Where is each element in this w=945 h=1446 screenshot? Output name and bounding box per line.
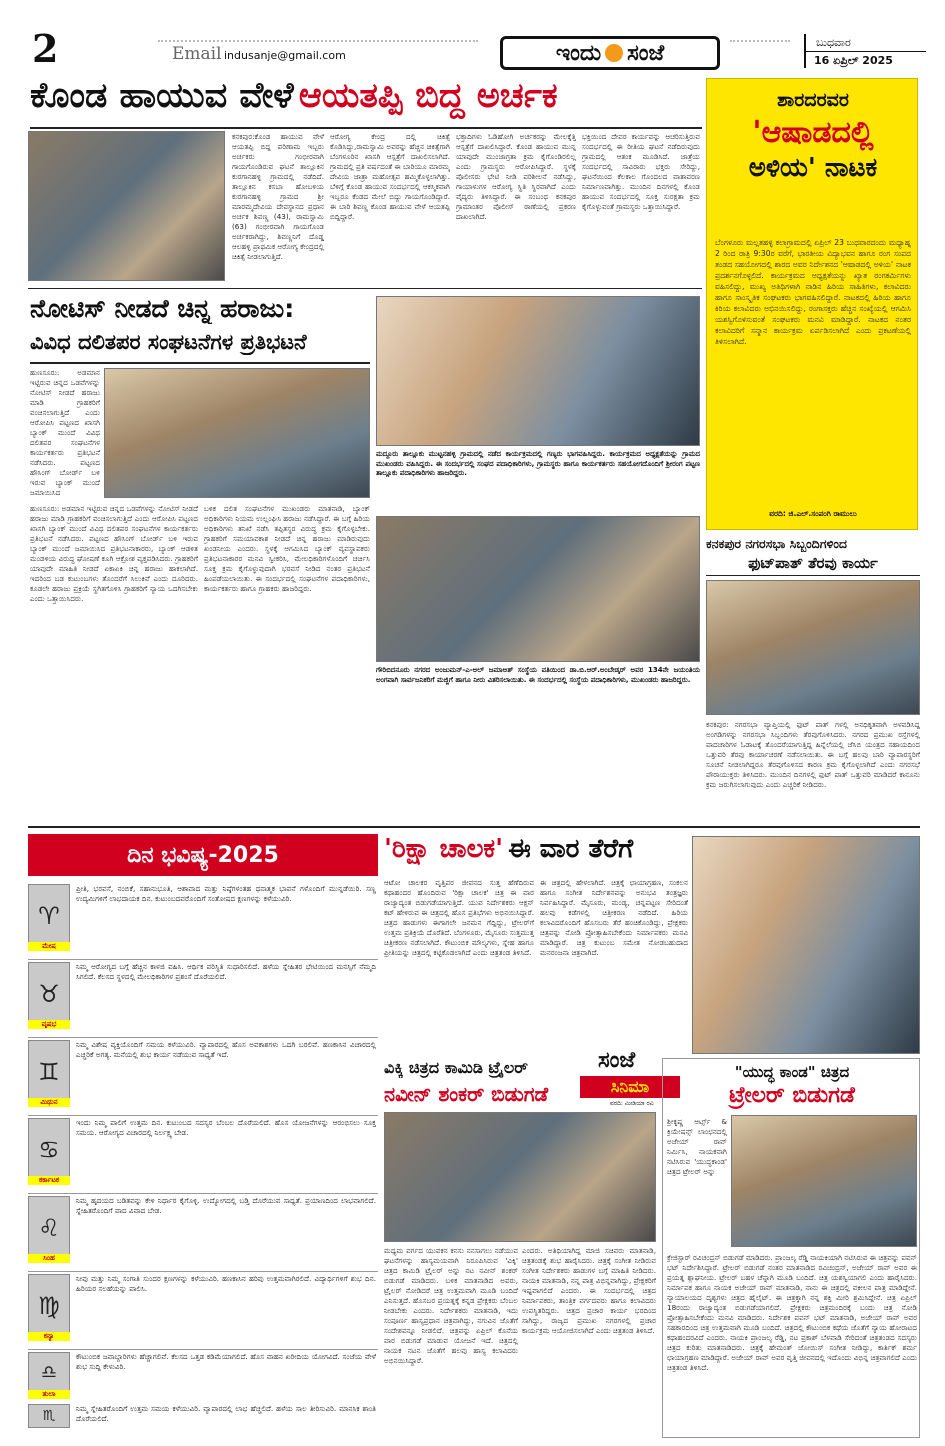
libra-icon: ♎ (28, 1352, 70, 1392)
leo-icon: ♌ (28, 1196, 70, 1260)
lead-photo (28, 131, 225, 281)
yuddha-headline-1: "ಯುದ್ಧ ಕಾಂಡ" ಚಿತ್ರದ (734, 1063, 850, 1081)
drama-line-1: ಶಾರದರವರ (777, 89, 849, 111)
virgo-icon: ♍ (28, 1274, 70, 1338)
event-photo-1 (376, 296, 700, 446)
sign-forecast: ನಿಮ್ಮ ಹೃದಯದ ಬಡಿತವನ್ನು ಕೇಳಿ ನಿರ್ಧಾರ ಕೈಗೊಳ್ಳಿ. ಉದ್ಯೋಗದಲ್ಲಿ ಬಡ್ತಿ ದೊರೆಯುವ ಸಾಧ್ಯತೆ. ಪ್ರಯಾಣದಿಂದ ಲಾಭವಾಗಲಿದೆ. ಸ್ನೇಹಿತರೊಂದಿಗೆ ವಾದ ವಿವಾದ ಬೇಡ. (76, 1196, 376, 1216)
sign-forecast: ನಿಮ್ಮ ಆರೋಗ್ಯದ ಬಗ್ಗೆ ಹೆಚ್ಚಿನ ಕಾಳಜಿ ವಹಿಸಿ. ಆರ್ಥಿಕ ಪರಿಸ್ಥಿತಿ ಸುಧಾರಿಸಲಿದೆ. ಹಳೆಯ ಸ್ನೇಹಿತರ ಭೇಟಿಯಿಂದ ಮನಸ್ಸಿಗೆ ನೆಮ್ಮದಿ ಸಿಗಲಿದೆ. ಕೆಲಸದ ಸ್ಥಳದಲ್ಲಿ ಮೇಲಧಿಕಾರಿಗಳ ಪ್ರಶಂಸೆ ದೊರೆಯಲಿದೆ. (76, 962, 376, 982)
sign-name: ವೃಷಭ (28, 1020, 70, 1029)
horoscope-row-kanya (28, 1272, 378, 1350)
sign-name: ಮಿಥುನ (28, 1098, 70, 1107)
sign-name: ಕನ್ಯಾ (28, 1332, 70, 1341)
date-rule (806, 51, 926, 52)
paper-name-right: ಸಂಜೆ (627, 40, 665, 66)
scorpio-icon: ♏ (28, 1404, 70, 1428)
footpath-headline-1: ಕನಕಪುರ ನಗರಸಭಾ ಸಿಬ್ಬಂದಿಗಳಿಂದ (706, 536, 847, 551)
horoscope-title-bar (28, 834, 378, 876)
drama-line-3: ಅಳಿಯ' ನಾಟಕ (748, 153, 878, 183)
sign-forecast: ನಿಮ್ಮ ಸ್ನೇಹಿತರೊಂದಿಗೆ ಉತ್ತಮ ಸಮಯ ಕಳೆಯುವಿರಿ. ವ್ಯಾಪಾರದಲ್ಲಿ ಲಾಭ ಹೆಚ್ಚಲಿದೆ. ಹಳೆಯ ಸಾಲ ತೀರಿಸುವಿರಿ. ಮಾನಸಿಕ ಶಾಂತಿ ದೊರೆಯಲಿದೆ. (76, 1404, 376, 1424)
protest-intro: ಹುಣಸೂರು: ಅಡಮಾನ ಇಟ್ಟಿರುವ ಚಿನ್ನದ ಒಡವೆಗಳನ್ನು ನೋಟಿಸ್ ನೀಡದೆ ಹರಾಜು ಮಾಡಿ ಗ್ರಾಹಕರಿಗೆ ವಂಚಿಸಲಾಗುತ್ತಿದೆ ಎಂದು ಆರೋಪಿಸಿ ಪಟ್ಟಣದ ಖಾಸಗಿ ಬ್ಯಾಂಕ್ ಮುಂದೆ ವಿವಿಧ ದಲಿತಪರ ಸಂಘಟನೆಗಳ ಕಾರ್ಯಕರ್ತರು ಪ್ರತಿಭಟನೆ ನಡೆಸಿದರು. ಪಟ್ಟಣದ ಹೌಸಿಂಗ್ ಬೋರ್ಡ್ ಬಳಿ ಇರುವ ಬ್ಯಾಂಕ್ ಮುಂದೆ ಜಮಾಯಿಸಿದ (30, 368, 100, 497)
footpath-headline-rule (706, 575, 920, 576)
horoscope-row-vrishabha (28, 960, 378, 1038)
issue-date: 16 ಏಪ್ರಿಲ್ 2025 (814, 54, 893, 67)
lead-headline-rule (30, 127, 702, 129)
lead-column-4: ಭಕ್ತಿಯಿಂದ ದೇವರ ಕಾರ್ಯವನ್ನು ಆಚರಿಸುತ್ತಿರುವ ಸಂದರ್ಭದಲ್ಲಿ ಈ ರೀತಿಯ ಘಟನೆ ನಡೆದಿರುವುದು ಗ್ರಾಮದಲ್ಲಿ ಆತಂಕ ಮೂಡಿಸಿದೆ. ಜಾತ್ರೆಯ ಸಂದರ್ಭದಲ್ಲಿ ಸಾವಿರಾರು ಭಕ್ತರು ಸೇರಿದ್ದು, ಘಟನೆಯಿಂದ ಕೆಲಕಾಲ ಗೊಂದಲದ ವಾತಾವರಣ ನಿರ್ಮಾಣವಾಗಿತ್ತು. ಮುಂದಿನ ದಿನಗಳಲ್ಲಿ ಕೊಂಡ ಹಾಯುವ ಸಂದರ್ಭದಲ್ಲಿ ಸೂಕ್ತ ಸುರಕ್ಷತಾ ಕ್ರಮ ಕೈಗೊಳ್ಳುವಂತೆ ಗ್ರಾಮಸ್ಥರು ಒತ್ತಾಯಿಸಿದ್ದಾರೆ. (582, 132, 700, 211)
email-label: Email (172, 44, 222, 64)
footpath-photo (706, 580, 920, 715)
lead-headline (30, 76, 700, 128)
drama-box (706, 78, 918, 530)
paper-logo (500, 36, 720, 70)
rickshaw-headline-red: 'ರಿಕ್ಷಾ ಚಾಲಕ' (384, 834, 504, 864)
lead-column-3: ಭಕ್ತಾದಿಗಳು ಓಡಿಹೋಗಿ ಅರ್ಚಕರನ್ನು ಮೇಲಕ್ಕೆತ್ತಿ ಆಸ್ಪತ್ರೆಗೆ ದಾಖಲಿಸಿದ್ದಾರೆ. ಕೊಂಡ ಹಾಯುವ ಮುನ್ನ ಯಾವುದೇ ಮುಂಜಾಗ್ರತಾ ಕ್ರಮ ಕೈಗೊಂಡಿರಲಿಲ್ಲ ಎಂದು ಗ್ರಾಮಸ್ಥರು ಆರೋಪಿಸಿದ್ದಾರೆ. ಸ್ಥಳಕ್ಕೆ ಪೊಲೀಸರು ಭೇಟಿ ನೀಡಿ ಪರಿಶೀಲನೆ ನಡೆಸಿದ್ದು, ಗಾಯಾಳುಗಳ ಆರೋಗ್ಯ ಸ್ಥಿತಿ ಸ್ಥಿರವಾಗಿದೆ ಎಂದು ವೈದ್ಯರು ತಿಳಿಸಿದ್ದಾರೆ. ಈ ಸಂಬಂಧ ಕನಕಪುರ ಗ್ರಾಮಾಂತರ ಪೊಲೀಸ್ ಠಾಣೆಯಲ್ಲಿ ಪ್ರಕರಣ ದಾಖಲಾಗಿದೆ. (456, 132, 576, 221)
sun-icon (605, 44, 623, 62)
paper-name-left: ಇಂದು (555, 40, 602, 66)
rickshaw-film-still (692, 836, 920, 1054)
lead-column-1: ಕನಕಪುರ:ಕೊಂಡ ಹಾಯುವ ವೇಳೆ ಆಯತಪ್ಪಿ ಬಿದ್ದ ಪರಿಣಾಮ ಇಬ್ಬರು ಅರ್ಚಕರು ಗಂಭೀರವಾಗಿ ಗಾಯಗೊಂಡಿರುವ ಘಟನೆ ತಾಲ್ಲೂಕಿನ ಕುರಗಾನಹಳ್ಳಿ ಗ್ರಾಮದಲ್ಲಿ ನಡೆದಿದೆ. ತಾಲ್ಲೂಕಿನ ಕಸಬಾ ಹೋಬಳಿಯ ಕುರಗಾನಹಳ್ಳಿ ಗ್ರಾಮದ ಶ್ರೀ ಮಾರಮ್ಮದೇವಿಯ ದೇವಸ್ಥಾನದ ಪ್ರಧಾನ ಅರ್ಚಕ ಶಿವಣ್ಣ (43), ರಾಮಸ್ವಾಮಿ (63) ಗಂಭೀರವಾಗಿ ಗಾಯಗೊಂಡ ಅರ್ಚಕರಾಗಿದ್ದು, ಶಿವಣ್ಣನಿಗೆ ದೊಡ್ಡ ಆಲಹಳ್ಳಿ ಪ್ರಾಥಮಿಕ ಆರೋಗ್ಯ ಕೇಂದ್ರದಲ್ಲಿ ಚಿಕಿತ್ಸೆ ನೀಡಲಾಗುತ್ತಿದೆ. (232, 132, 324, 261)
event-caption-1: ಮದ್ದೂರು ತಾಲ್ಲೂಕು ಮುಟ್ಟನಹಳ್ಳಿ ಗ್ರಾಮದಲ್ಲಿ ನಡೆದ ಕಾರ್ಯಕ್ರಮದಲ್ಲಿ ಗಣ್ಯರು ಭಾಗವಹಿಸಿದ್ದರು. ಕಾರ್ಯಕ್ರಮದ ಅಧ್ಯಕ್ಷತೆಯನ್ನು ಗ್ರಾಮದ ಮುಖಂಡರು ವಹಿಸಿದ್ದರು. ಈ ಸಂದರ್ಭದಲ್ಲಿ ಸಂಘದ ಪದಾಧಿಕಾರಿಗಳು, ಗ್ರಾಮಸ್ಥರು ಹಾಗೂ ಕಾರ್ಯಕರ್ತರು ಸಹಯೋಗದೊಂದಿಗೆ ಶ್ರೀರಂಗ ಪಟ್ಟಣ ತಾಲ್ಲೂಕು ಪದಾಧಿಕಾರಿಗಳು ಹಾಜರಿದ್ದರು. (376, 450, 700, 477)
date-box (804, 34, 924, 68)
lead-headline-black: ಕೊಂಡ ಹಾಯುವ ವೇಳೆ (30, 76, 294, 116)
sign-forecast: ಇಂದು ನಿಮ್ಮ ಪಾಲಿಗೆ ಉತ್ತಮ ದಿನ. ಕುಟುಂಬದ ಸದಸ್ಯರ ಬೆಂಬಲ ದೊರೆಯಲಿದೆ. ಹೊಸ ಯೋಜನೆಗಳನ್ನು ಆರಂಭಿಸಲು ಸೂಕ್ತ ಸಮಯ. ಆರೋಗ್ಯದ ವಿಚಾರದಲ್ಲಿ ನಿರ್ಲಕ್ಷ್ಯ ಬೇಡ. (76, 1118, 376, 1138)
weekday: ಬುಧವಾರ (816, 36, 851, 49)
rickshaw-column-2: ಈ ಚಿತ್ರದಲ್ಲಿ ಹೇಳಲಾಗಿದೆ. ಚಿತ್ರಕ್ಕೆ ಛಾಯಾಗ್ರಹಣ, ಸಂಕಲನ ಹಾಗೂ ಸಂಗೀತ ನಿರ್ದೇಶನವನ್ನು ಅನುಭವಿ ತಂತ್ರಜ್ಞರು ನಿರ್ವಹಿಸಿದ್ದಾರೆ. ಮೈಸೂರು, ಮಂಡ್ಯ, ಚನ್ನಪಟ್ಟಣ ಸೇರಿದಂತೆ ಹಲವು ಕಡೆಗಳಲ್ಲಿ ಚಿತ್ರೀಕರಣ ನಡೆದಿದೆ. ಹಿರಿಯ ಕಲಾವಿದರೊಂದಿಗೆ ಹೊಸಬರು ತೆರೆ ಹಂಚಿಕೊಂಡಿದ್ದು, ಪ್ರೇಕ್ಷಕರು ಚಿತ್ರವನ್ನು ನೋಡಿ ಪ್ರೋತ್ಸಾಹಿಸಬೇಕೆಂದು ನಿರ್ಮಾಪಕರು ಮನವಿ ಮಾಡಿದ್ದಾರೆ. ಚಿತ್ರ ಕುಟುಂಬ ಸಮೇತ ನೋಡಬಹುದಾದ ಮನರಂಜನಾ ಚಿತ್ರವಾಗಿದೆ. (540, 878, 688, 957)
email-address[interactable]: indusanje@gmail.com (224, 49, 346, 62)
cinema-credit: ವರದಿ: ಮೀಡಿಯಾ ರವಿ (610, 1100, 654, 1107)
dotted-rule-right (730, 40, 790, 42)
sign-forecast: ನೀವು ಮತ್ತು ನಿಮ್ಮ ಸಂಗಾತಿ ಸುಂದರ ಕ್ಷಣಗಳನ್ನು ಕಳೆಯುವಿರಿ. ಹಣಕಾಸಿನ ಹರಿವು ಉತ್ತಮವಾಗಿರಲಿದೆ. ವಿದ್ಯಾರ್ಥಿಗಳಿಗೆ ಶುಭ ದಿನ. ಹಿರಿಯರ ಸಲಹೆಯನ್ನು ಪಾಲಿಸಿ. (76, 1274, 376, 1294)
yuddha-headline-2: ಟ್ರೇಲರ್ ಬಿಡುಗಡೆ (729, 1083, 855, 1108)
horoscope-row-simha (28, 1194, 378, 1272)
yuddha-trailer-photo (731, 1115, 917, 1247)
page-number: 2 (32, 26, 59, 71)
protest-headline-rule (30, 362, 370, 364)
sign-name: ಸಿಂಹ (28, 1254, 70, 1263)
sign-name: ಕರ್ಕಾಟಕ (28, 1176, 70, 1185)
comedy-headline-1: ವಿಕ್ಕಿ ಚಿತ್ರದ ಕಾಮಿಡಿ ಟ್ರೈಲರ್ (384, 1058, 528, 1077)
footpath-headline-2: ಫುಟ್‌ಪಾತ್ ತೆರವು ಕಾರ್ಯ (748, 554, 878, 572)
lead-column-2: ಆರೋಗ್ಯ ಕೇಂದ್ರ ದಲ್ಲಿ ಚಿಕಿತ್ಸೆ ಕೊಡಿಸಿದ್ದು,ರಾಮಸ್ವಾಮಿ ಅವರನ್ನು ಹೆಚ್ಚಿನ ಚಿಕಿತ್ಸೆಗಾಗಿ ಬೆಂಗಳೂರಿನ ಖಾಸಗಿ ಆಸ್ಪತ್ರೆಗೆ ದಾಖಲಿಸಲಾಗಿದೆ. ಗ್ರಾಮದಲ್ಲಿ ಪ್ರತಿ ವರ್ಷದಂತೆ ಈ ಬಾರಿಯೂ ಮಾರಮ್ಮ ದೇವಿಯ ಜಾತ್ರಾ ಮಹೋತ್ಸವ ಹಮ್ಮಿಕೊಳ್ಳಲಾಗಿತ್ತು. ಬೆಳಿಗ್ಗೆ ಕೊಂಡ ಹಾಯುವ ಸಂದರ್ಭದಲ್ಲಿ ಆಕಸ್ಮಿಕವಾಗಿ ಇಬ್ಬರೂ ಕೆಂಡದ ಮೇಲೆ ಬಿದ್ದು ಗಾಯಗೊಂಡಿದ್ದಾರೆ. ಈ ಬಾರಿ ಶಿವಣ್ಣ ಕೊಂಡ ಹಾಯುವ ವೇಳೆ ಆಯತಪ್ಪಿ ಬಿದ್ದಿದ್ದಾರೆ. (330, 132, 450, 221)
protest-column-1: ಹುಣಸೂರು: ಅಡಮಾನ ಇಟ್ಟಿರುವ ಚಿನ್ನದ ಒಡವೆಗಳನ್ನು ನೋಟಿಸ್ ನೀಡದೆ ಹರಾಜು ಮಾಡಿ ಗ್ರಾಹಕರಿಗೆ ವಂಚಿಸಲಾಗುತ್ತಿದೆ ಎಂದು ಆರೋಪಿಸಿ ಪಟ್ಟಣದ ಖಾಸಗಿ ಬ್ಯಾಂಕ್ ಮುಂದೆ ವಿವಿಧ ದಲಿತಪರ ಸಂಘಟನೆಗಳ ಕಾರ್ಯಕರ್ತರು ಪ್ರತಿಭಟನೆ ನಡೆಸಿದರು. ಪಟ್ಟಣದ ಹೌಸಿಂಗ್ ಬೋರ್ಡ್ ಬಳಿ ಇರುವ ಬ್ಯಾಂಕ್ ಮುಂದೆ ಜಮಾಯಿಸಿದ ಪ್ರತಿಭಟನಾಕಾರರು, ಬ್ಯಾಂಕ್ ಆಡಳಿತ ಮಂಡಳಿಯ ವಿರುದ್ಧ ಘೋಷಣೆ ಕೂಗಿ ಆಕ್ರೋಶ ವ್ಯಕ್ತಪಡಿಸಿದರು. ಗ್ರಾಹಕರಿಗೆ ಯಾವುದೇ ಮಾಹಿತಿ ನೀಡದೆ ಏಕಾಏಕಿ ಚಿನ್ನ ಹರಾಜು ಹಾಕಲಾಗಿದೆ. ಇದರಿಂದ ಬಡ ಕುಟುಂಬಗಳು ತೊಂದರೆಗೆ ಸಿಲುಕಿವೆ ಎಂದು ದೂರಿದರು. ಕೂಡಲೇ ಹರಾಜು ಪ್ರಕ್ರಿಯೆ ಸ್ಥಗಿತಗೊಳಿಸಿ ಗ್ರಾಹಕರಿಗೆ ನ್ಯಾಯ ಒದಗಿಸಬೇಕು ಎಂದು ಒತ್ತಾಯಿಸಿದರು. (30, 504, 198, 603)
masthead (0, 0, 945, 74)
gemini-icon: ♊ (28, 1040, 70, 1104)
horoscope-title: ದಿನ ಭವಿಷ್ಯ-2025 (127, 842, 279, 868)
footpath-body: ಕನಕಪುರ: ನಗರಸಭಾ ವ್ಯಾಪ್ತಿಯಲ್ಲಿ ಫುಟ್ ಪಾತ್ ಗಳಲ್ಲಿ ಅನಧಿಕೃತವಾಗಿ ಅಳವಡಿಸಿದ್ದ ಅಂಗಡಿಗಳನ್ನು ನಗರಸಭಾ ಸಿಬ್ಬಂದಿಗಳು ತೆರವುಗೊಳಿಸಿದರು. ನಗರದ ಪ್ರಮುಖ ರಸ್ತೆಗಳಲ್ಲಿ ಪಾದಚಾರಿಗಳ ಓಡಾಟಕ್ಕೆ ತೊಂದರೆಯಾಗುತ್ತಿದ್ದ ಹಿನ್ನೆಲೆಯಲ್ಲಿ ಜೆಸಿಬಿ ಯಂತ್ರದ ಸಹಾಯದಿಂದ ಒತ್ತುವರಿ ತೆರವು ಕಾರ್ಯಾಚರಣೆ ನಡೆಸಲಾಯಿತು. ಈ ಬಗ್ಗೆ ಹಲವು ಬಾರಿ ವ್ಯಾಪಾರಸ್ಥರಿಗೆ ಸೂಚನೆ ನೀಡಲಾಗಿದ್ದರೂ ತೆರವುಗೊಳಿಸದ ಕಾರಣ ಕ್ರಮ ಕೈಗೊಳ್ಳಲಾಗಿದೆ ಎಂದು ನಗರಸಭೆ ಪೌರಾಯುಕ್ತರು ತಿಳಿಸಿದರು. ಮುಂದಿನ ದಿನಗಳಲ್ಲಿ ಫುಟ್ ಪಾತ್ ಒತ್ತುವರಿ ಮಾಡಿದರೆ ಕಾನೂನು ಕ್ರಮ ಜರುಗಿಸಲಾಗುವುದು ಎಂದು ಎಚ್ಚರಿಕೆ ನೀಡಿದರು. (706, 720, 920, 789)
aries-icon: ♈ (28, 884, 70, 948)
drama-body: ಬೆಂಗಳೂರು ಮಲ್ಲತಹಳ್ಳಿ ಕಲಾಗ್ರಾಮದಲ್ಲಿ ಏಪ್ರಿಲ್ 23 ಬುಧವಾರದಂದು ಮಧ್ಯಾಹ್ನ 2 ರಿಂದ ರಾತ್ರಿ 9:30ರ ವರೆಗೆ, ಭಾರತೀಯ ವಿದ್ಯಾಭವನ ಹಾಗೂ ರಂಗ ಸಂಪದ ತಂಡದ ಸಹಯೋಗದಲ್ಲಿ ಶಾರದ ಅವರ ನಿರ್ದೇಶನದ 'ಆಷಾಡದಲ್ಲಿ ಅಳಿಯ' ನಾಟಕ ಪ್ರದರ್ಶನಗೊಳ್ಳಲಿದೆ. ಕಾರ್ಯಕ್ರಮದ ಅಧ್ಯಕ್ಷತೆಯನ್ನು ಖ್ಯಾತ ರಂಗಕರ್ಮಿಗಳು ವಹಿಸಲಿದ್ದು, ಮುಖ್ಯ ಅತಿಥಿಗಳಾಗಿ ನಾಡಿನ ಹಿರಿಯ ಸಾಹಿತಿಗಳು, ಕಲಾವಿದರು ಹಾಗೂ ಸಾಂಸ್ಕೃತಿಕ ಸಂಘಟಕರು ಭಾಗವಹಿಸಲಿದ್ದಾರೆ. ನಾಟಕದಲ್ಲಿ ಹಿರಿಯ ಹಾಗೂ ಕಿರಿಯ ಕಲಾವಿದರು ಅಭಿನಯಿಸಲಿದ್ದು, ರಂಗಾಸಕ್ತರು ಹೆಚ್ಚಿನ ಸಂಖ್ಯೆಯಲ್ಲಿ ಆಗಮಿಸಿ ಯಶಸ್ವಿಗೊಳಿಸುವಂತೆ ಸಂಘಟಕರು ಮನವಿ ಮಾಡಿದ್ದಾರೆ. ನಾಟಕದ ನಂತರ ಕಲಾವಿದರಿಗೆ ಸನ್ಮಾನ ಕಾರ್ಯಕ್ರಮ ಏರ್ಪಡಿಸಲಾಗಿದೆ ಎಂದು ಪ್ರಕಟಣೆಯಲ್ಲಿ ತಿಳಿಸಲಾಗಿದೆ. (715, 238, 911, 346)
dotted-rule-left (158, 40, 478, 42)
protest-column-2: ಬಳಿಕ ದಲಿತ ಸಂಘಟನೆಗಳ ಮುಖಂಡರು ಮಾತನಾಡಿ, ಬ್ಯಾಂಕ್ ಅಧಿಕಾರಿಗಳು ನಿಯಮ ಉಲ್ಲಂಘಿಸಿ ಹರಾಜು ನಡೆಸಿದ್ದಾರೆ. ಈ ಬಗ್ಗೆ ಹಿರಿಯ ಅಧಿಕಾರಿಗಳು ತನಿಖೆ ನಡೆಸಿ ತಪ್ಪಿತಸ್ಥರ ವಿರುದ್ಧ ಕ್ರಮ ಕೈಗೊಳ್ಳಬೇಕು. ಗ್ರಾಹಕರಿಗೆ ಸಮಯಾವಕಾಶ ನೀಡದೆ ಚಿನ್ನ ಹರಾಜು ಮಾಡಿರುವುದು ಖಂಡನೀಯ ಎಂದರು. ಸ್ಥಳಕ್ಕೆ ಆಗಮಿಸಿದ ಬ್ಯಾಂಕ್ ವ್ಯವಸ್ಥಾಪಕರು ಪ್ರತಿಭಟನಾಕಾರರ ಮನವಿ ಸ್ವೀಕರಿಸಿ, ಮೇಲಧಿಕಾರಿಗಳೊಂದಿಗೆ ಚರ್ಚಿಸಿ ಸೂಕ್ತ ಕ್ರಮ ಕೈಗೊಳ್ಳುವುದಾಗಿ ಭರವಸೆ ನೀಡಿದ ನಂತರ ಪ್ರತಿಭಟನೆ ಹಿಂಪಡೆಯಲಾಯಿತು. ಈ ಸಂದರ್ಭದಲ್ಲಿ ಸಂಘಟನೆಗಳ ಪದಾಧಿಕಾರಿಗಳು, ಕಾರ್ಯಕರ್ತರು ಹಾಗೂ ಗ್ರಾಹಕರು ಹಾಜರಿದ್ದರು. (204, 504, 370, 593)
taurus-icon: ♉ (28, 962, 70, 1026)
sign-name: ಮೇಷ (28, 942, 70, 951)
rickshaw-headline-black: ಈ ವಾರ ತೆರೆಗೆ (508, 834, 634, 864)
rickshaw-column-1: ಆಟೋ ಚಾಲಕರ ವೃತ್ತಿಪರ ಜೀವನದ ಸುತ್ತ ಹೆಣೆದಿರುವ ಕಥಾಹಂದರ ಹೊಂದಿರುವ 'ರಿಕ್ಷಾ ಚಾಲಕ' ಚಿತ್ರ ಈ ವಾರ ರಾಜ್ಯಾದ್ಯಂತ ಬಿಡುಗಡೆಯಾಗುತ್ತಿದೆ. ಯುವ ನಿರ್ದೇಶಕರು ಆಕ್ಷನ್ ಕಟ್ ಹೇಳಿರುವ ಈ ಚಿತ್ರದಲ್ಲಿ ಹೊಸ ಪ್ರತಿಭೆಗಳು ಅಭಿನಯಿಸಿದ್ದಾರೆ. ಚಿತ್ರದ ಹಾಡುಗಳು ಈಗಾಗಲೇ ಜನಮನ ಗೆದ್ದಿದ್ದು, ಟ್ರೇಲರ್‌ಗೆ ಉತ್ತಮ ಪ್ರತಿಕ್ರಿಯೆ ದೊರೆತಿದೆ. ಬೆಂಗಳೂರು, ಮೈಸೂರು ಸುತ್ತಮುತ್ತ ಚಿತ್ರೀಕರಣ ನಡೆಸಲಾಗಿದೆ. ಕೌಟುಂಬಿಕ ಮೌಲ್ಯಗಳು, ಸ್ನೇಹ ಹಾಗೂ ಪ್ರೀತಿಯನ್ನು ಚಿತ್ರದಲ್ಲಿ ಕಟ್ಟಿಕೊಡಲಾಗಿದೆ ಎಂದು ಚಿತ್ರತಂಡ ತಿಳಿಸಿದೆ. (384, 878, 534, 957)
event-caption-2: ಗೌರಿಬಿದನೂರು ನಗರದ ಅಂಜುಮನ್-ಎ-ಅಲ್ ಜಮಾಅತ್ ಸಂಸ್ಥೆಯ ವತಿಯಿಂದ ಡಾ.ಬಿ.ಆರ್.ಅಂಬೇಡ್ಕರ್ ಅವರ 134ನೇ ಜಯಂತಿಯ ಅಂಗವಾಗಿ ಸಾರ್ವಜನಿಕರಿಗೆ ಮಜ್ಜಿಗೆ ಹಾಗೂ ನೀರು ವಿತರಿಸಲಾಯಿತು. ಈ ಸಂದರ್ಭದಲ್ಲಿ ಸಂಸ್ಥೆಯ ಪದಾಧಿಕಾರಿಗಳು, ಮುಖಂಡರು ಹಾಜರಿದ್ದರು. (376, 666, 700, 684)
yuddha-body: ಕ್ರೇಜಿಸ್ಟಾರ್ ರವಿಚಂದ್ರನ್ ಬಿಡುಗಡೆ ಮಾಡಿದರು. ಪ್ರಾಂಜಲ್ಯ ರೆಡ್ಡಿ ನಾಯಕಿಯಾಗಿ ನಟಿಸಿರುವ ಈ ಚಿತ್ರವನ್ನು ಪವನ್ ಭಟ್ ನಿರ್ದೇಶಿಸಿದ್ದಾರೆ. ಟ್ರೇಲರ್ ಬಿಡುಗಡೆ ನಂತರ ಮಾತನಾಡಿದ ರವಿಚಂದ್ರನ್, ಅಜೇಯ್ ರಾವ್ ಅವರ ಈ ಪ್ರಯತ್ನ ಶ್ಲಾಘನೀಯ. ಟ್ರೇಲರ್ ಬಹಳ ಚೆನ್ನಾಗಿ ಮೂಡಿ ಬಂದಿದೆ. ಚಿತ್ರ ಯಶಸ್ವಿಯಾಗಲಿ ಎಂದು ಹಾರೈಸಿದರು. ನಿರ್ಮಾಪಕ ಹಾಗೂ ನಾಯಕ ಅಜೇಯ್ ರಾವ್ ಮಾತನಾಡಿ, ನಾನು ಈ ಚಿತ್ರದಲ್ಲಿ ವಕೀಲನ ಪಾತ್ರ ಮಾಡಿದ್ದೇನೆ. ನ್ಯಾಯಾಲಯದ ದೃಶ್ಯಗಳು ಚಿತ್ರದ ಹೈಲೈಟ್. ಈ ಚಿತ್ರಕ್ಕಾಗಿ ನನ್ನ ಶಕ್ತಿ ಮೀರಿ ಶ್ರಮಿಸಿದ್ದೇನೆ. ಚಿತ್ರ ಏಪ್ರಿಲ್ 18ರಂದು ರಾಜ್ಯಾದ್ಯಂತ ಬಿಡುಗಡೆಯಾಗಲಿದೆ. ಪ್ರೇಕ್ಷಕರು ಚಿತ್ರಮಂದಿರಕ್ಕೆ ಬಂದು ಚಿತ್ರ ನೋಡಿ ಪ್ರೋತ್ಸಾಹಿಸಬೇಕೆಂದು ಮನವಿ ಮಾಡಿದರು. ನಿರ್ದೇಶಕ ಪವನ್ ಭಟ್ ಮಾತನಾಡಿ, ಅಜೇಯ್ ರಾವ್ ಅವರ ಸಹಕಾರದಿಂದ ಚಿತ್ರ ಉತ್ತಮವಾಗಿ ಮೂಡಿ ಬಂದಿದೆ. ಚಿತ್ರದಲ್ಲಿ ಕೌಟುಂಬಿಕ ಕಥೆಯ ಜೊತೆಗೆ ನ್ಯಾಯ ಹೋರಾಟದ ಕಥಾಹಂದರವಿದೆ ಎಂದರು. ನಾಯಕಿ ಪ್ರಾಂಜಲ್ಯ ರೆಡ್ಡಿ, ನಟ ಪ್ರಕಾಶ್ ಬೆಳವಾಡಿ ಸೇರಿದಂತೆ ಚಿತ್ರತಂಡದ ಸದಸ್ಯರು ಚಿತ್ರದ ಕುರಿತು ಮಾತನಾಡಿದರು. ಚಿತ್ರಕ್ಕೆ ಹೇಮಂತ್ ಜೋಯಿಸ್ ಸಂಗೀತ ನೀಡಿದ್ದು, ಕಾರ್ತಿಕ್ ಶರ್ಮ ಛಾಯಾಗ್ರಹಣ ಮಾಡಿದ್ದಾರೆ. ಅಜೇಯ್ ರಾವ್ ಅವರ ವೃತ್ತಿ ಜೀವನದಲ್ಲಿ ಇದೊಂದು ವಿಭಿನ್ನ ಚಿತ್ರವಾಗಲಿದೆ ಎಂದು ಚಿತ್ರತಂಡ ತಿಳಿಸಿದೆ. (667, 1253, 917, 1372)
drama-line-2: 'ಆಷಾಡದಲ್ಲಿ (752, 115, 874, 150)
yuddha-side-text: ಶ್ರೀಕೃಷ್ಣ ಆರ್ಟ್ಸ್ & ಕ್ರಿಯೇಷನ್ಸ್ ಲಾಂಛನದಲ್ಲಿ ಅಜೇಯ್ ರಾವ್ ನಿರ್ಮಿಸಿ, ನಾಯಕನಾಗಿ ನಟಿಸಿರುವ 'ಯುದ್ಧಕಾಂಡ' ಚಿತ್ರದ ಟ್ರೇಲರ್ ಅನ್ನು (667, 1117, 727, 1176)
comedy-headline-2: ನವೀನ್ ಶಂಕರ್ ಬಿಡುಗಡೆ (384, 1082, 549, 1106)
protest-photo (104, 368, 370, 498)
yuddha-box (662, 1058, 920, 1438)
sign-forecast: ಪ್ರೀತಿ, ಭರವಸೆ, ನಂಬಿಕೆ, ಸಹಾನುಭೂತಿ, ಆಶಾವಾದ ಮತ್ತು ನಿಷ್ಠೆಗಳಂತಹ ಧನಾತ್ಮಕ ಭಾವನೆ ಗಳೊಂದಿಗೆ ಮುನ್ನಡೆಯಿರಿ. ಸಣ್ಣ ಉದ್ಯಮಿಗಳಿಗೆ ಲಾಭದಾಯಕ ದಿನ. ಕುಟುಂಬದವರೊಂದಿಗೆ ಸಂತೋಷದ ಕ್ಷಣಗಳನ್ನು ಕಳೆಯುವಿರಿ. (76, 884, 376, 904)
drama-byline: ವರದಿ: ಜಿ.ಎಲ್.ಸಂಪಂಗಿ ರಾಮುಲು (769, 509, 857, 518)
horoscope-row-karkataka (28, 1116, 378, 1194)
comedy-column-1: ಮಧ್ಯಮ ವರ್ಗದ ಯುವಕನ ಕನಸು ನನಸಾಗಲು ನಡೆಯುವ ಘಟನೆಗಳನ್ನು ಹಾಸ್ಯಮಯವಾಗಿ ನಿರೂಪಿಸಿರುವ 'ವಿಕ್ಕಿ' ಚಿತ್ರದ ಕಾಮಿಡಿ ಟ್ರೈಲರ್ ಅನ್ನು ನಟ ನವೀನ್ ಶಂಕರ್ ಬಿಡುಗಡೆ ಮಾಡಿದರು. ಬಳಿಕ ಮಾತನಾಡಿದ ಅವರು, ಟ್ರೈಲರ್ ನೋಡಿದರೆ ಚಿತ್ರ ಉತ್ತಮವಾಗಿ ಮೂಡಿ ಬಂದಿದೆ ಎನಿಸುತ್ತದೆ. ಹೊಸಬರ ಪ್ರಯತ್ನಕ್ಕೆ ಕನ್ನಡ ಪ್ರೇಕ್ಷಕರು ಬೆಂಬಲ ನೀಡಬೇಕು ಎಂದರು. ನಿರ್ದೇಶಕರು ಮಾತನಾಡಿ, ಇದು ಸಂಪೂರ್ಣ ಹಾಸ್ಯಪ್ರಧಾನ ಚಿತ್ರವಾಗಿದ್ದು, ನಗುವಿನ ಜೊತೆಗೆ ಸಂದೇಶವನ್ನೂ ನೀಡಲಿದೆ. ಚಿತ್ರವನ್ನು ಏಪ್ರಿಲ್ ಕೊನೆಯ ವಾರ ಬಿಡುಗಡೆ ಮಾಡುವ ಯೋಜನೆ ಇದೆ. ಚಿತ್ರದಲ್ಲಿ ನಾಯಕ ನಟನ ಜೊತೆಗೆ ಹಲವು ಹಾಸ್ಯ ಕಲಾವಿದರು ಅಭಿನಯಿಸಿದ್ದಾರೆ. (384, 1246, 518, 1365)
cancer-icon: ♋ (28, 1118, 70, 1182)
horoscope-row-mithuna (28, 1038, 378, 1116)
cinema-label: ಸಿನಿಮಾ (580, 1076, 680, 1098)
protest-headline-2: ವಿವಿಧ ದಲಿತಪರ ಸಂಘಟನೆಗಳ ಪ್ರತಿಭಟನೆ (30, 330, 307, 354)
comedy-column-2: ಎಂದರು. ಅತಿಥಿಯಾಗಿದ್ದ ಮಾಜಿ ಸಚಿವರು ಮಾತನಾಡಿ, ಚಿತ್ರತಂಡಕ್ಕೆ ಶುಭ ಹಾರೈಸಿದರು. ಚಿತ್ರಕ್ಕೆ ಸಂಗೀತ ನೀಡಿರುವ ಸಂಗೀತ ನಿರ್ದೇಶಕರು ಹಾಡುಗಳ ಬಗ್ಗೆ ಮಾಹಿತಿ ನೀಡಿದರು. ನಾಯಕಿ ಮಾತನಾಡಿ, ನನ್ನ ಪಾತ್ರ ವಿಭಿನ್ನವಾಗಿದ್ದು, ಪ್ರೇಕ್ಷಕರಿಗೆ ಇಷ್ಟವಾಗಲಿದೆ ಎಂದರು. ಈ ಸಂದರ್ಭದಲ್ಲಿ ಚಿತ್ರದ ನಿರ್ಮಾಪಕರು, ತಾಂತ್ರಿಕ ವರ್ಗದವರು ಹಾಗೂ ಕಲಾವಿದರು ಉಪಸ್ಥಿತರಿದ್ದರು. ಚಿತ್ರದ ಪ್ರಚಾರ ಕಾರ್ಯ ಭರದಿಂದ ಸಾಗಿದ್ದು, ರಾಜ್ಯದ ಪ್ರಮುಖ ನಗರಗಳಲ್ಲಿ ಪ್ರಚಾರ ಕಾರ್ಯಕ್ರಮ ಆಯೋಜಿಸಲಾಗಿದೆ ಎಂದು ಚಿತ್ರತಂಡ ತಿಳಿಸಿದೆ. (522, 1246, 656, 1335)
comedy-launch-photo (384, 1112, 656, 1242)
lead-headline-red: ಆಯತಪ್ಪಿ ಬಿದ್ದ ಅರ್ಚಕ (298, 76, 558, 116)
event-photo-2 (376, 516, 700, 662)
mid-page-rule (28, 826, 920, 828)
sign-forecast: ನಿಮ್ಮ ವಿಶೇಷ ವ್ಯಕ್ತಿಯೊಂದಿಗೆ ಸಮಯ ಕಳೆಯುವಿರಿ. ವ್ಯಾಪಾರದಲ್ಲಿ ಹೊಸ ಅವಕಾಶಗಳು ಒದಗಿ ಬರಲಿವೆ. ಹಣಕಾಸಿನ ವಿಚಾರದಲ್ಲಿ ಎಚ್ಚರಿಕೆ ಅಗತ್ಯ. ಮನೆಯಲ್ಲಿ ಶುಭ ಕಾರ್ಯ ನಡೆಯುವ ಸಾಧ್ಯತೆ ಇದೆ. (76, 1040, 376, 1060)
lead-bottom-rule (28, 288, 702, 289)
protest-headline-1: ನೋಟಿಸ್ ನೀಡದೆ ಚಿನ್ನ ಹರಾಜು: (30, 294, 295, 323)
horoscope-row-tula (28, 1350, 378, 1438)
sanje-label: ಸಂಜೆ (598, 1048, 636, 1073)
sign-name: ತುಲಾ (28, 1390, 70, 1399)
sign-forecast: ಕೌಟುಂಬಿಕ ಜವಾಬ್ದಾರಿಗಳು ಹೆಚ್ಚಾಗಲಿವೆ. ಕೆಲಸದ ಒತ್ತಡ ಕಡಿಮೆಯಾಗಲಿದೆ. ಹೊಸ ವಾಹನ ಖರೀದಿಯ ಯೋಗವಿದೆ. ಸಂಜೆಯ ವೇಳೆ ಶುಭ ಸುದ್ದಿ ಕೇಳುವಿರಿ. (76, 1352, 376, 1372)
rickshaw-headline (384, 834, 684, 874)
horoscope-row-mesha (28, 882, 378, 960)
